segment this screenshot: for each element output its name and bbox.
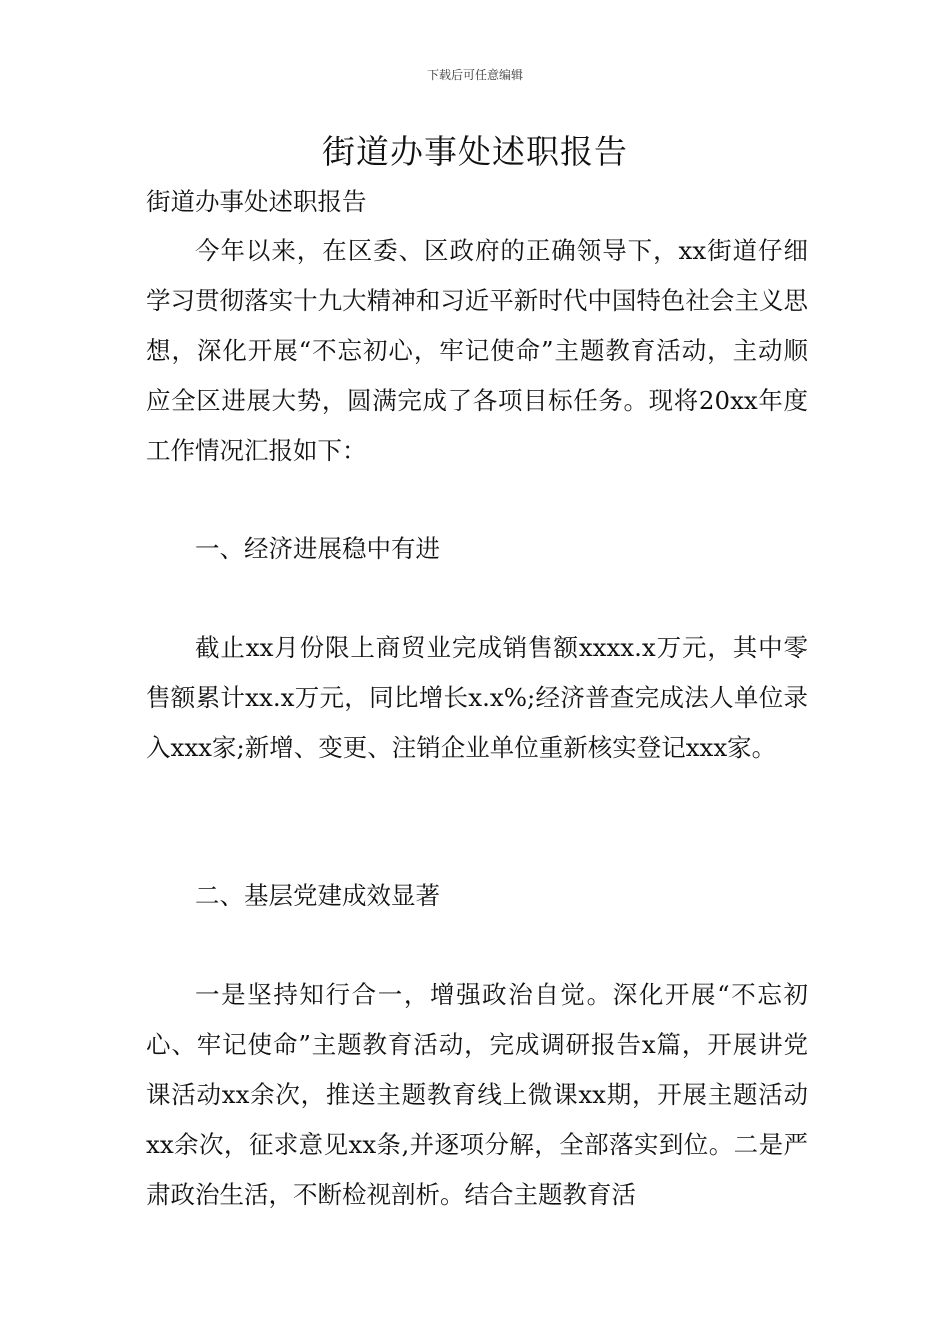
intro-paragraph: 今年以来，在区委、区政府的正确领导下，xx街道仔细学习贯彻落实十九大精神和习近平新时代中国特色社会主义思想，深化开展“不忘初心，牢记使命”主题教育活动，主动顺应全区进展大势，圆满完成了各项目标任务。现将20xx年度工作情况汇报如下：	[146, 236, 808, 465]
section-heading-economy: 一、经济进展稳中有进	[195, 534, 440, 563]
document-title: 街道办事处述职报告	[322, 132, 628, 171]
document-subtitle: 街道办事处述职报告	[146, 187, 367, 216]
section-paragraph-economy: 截止xx月份限上商贸业完成销售额xxxx.x万元，其中零售额累计xx.x万元，同比增长x.x%;经济普查完成法人单位录入xxx家;新增、变更、注销企业单位重新核实登记xxx家。	[146, 633, 808, 762]
section-heading-party-building: 二、基层党建成效显著	[195, 881, 440, 910]
section-paragraph-party-building: 一是坚持知行合一，增强政治自觉。深化开展“不忘初心、牢记使命”主题教育活动，完成调研报告x篇，开展讲党课活动xx余次，推送主题教育线上微课xx期，开展主题活动xx余次，征求意见xx条,并逐项分解，全部落实到位。二是严肃政治生活，不断检视剖析。结合主题教育活	[146, 980, 808, 1209]
header-note: 下载后可任意编辑	[426, 68, 523, 82]
